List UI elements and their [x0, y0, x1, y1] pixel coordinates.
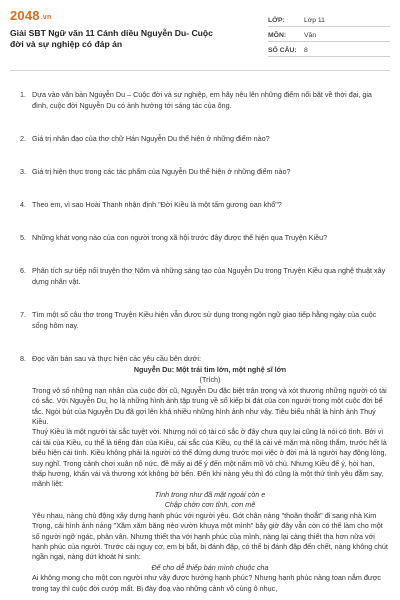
meta-row-grade	[268, 14, 390, 27]
passage-verse: Chập chờn cơn tỉnh, cơn mê	[164, 500, 256, 510]
passage-source: (Trích)	[199, 375, 221, 385]
question-number: 6.	[20, 266, 26, 275]
meta-box	[268, 14, 390, 59]
passage-title: Nguyễn Du: Một trái tim lớn, một nghệ sĩ lớn	[133, 365, 287, 374]
meta-value: 8	[304, 46, 308, 54]
question-item	[10, 353, 388, 364]
meta-row-subject	[268, 29, 390, 42]
question-item	[10, 199, 388, 210]
question-item	[10, 265, 388, 287]
document-title: Giải SBT Ngữ văn 11 Cánh diều Nguyễn Du- Cuộc đời và sự nghiệp có đáp án	[10, 28, 213, 49]
question-item	[10, 309, 388, 331]
question-number: 8.	[20, 354, 26, 363]
question-number: 5.	[20, 233, 26, 242]
question-number: 4.	[20, 200, 26, 209]
question-number: 7.	[20, 310, 26, 319]
question-text: Phân tích sự tiếp nối truyện thơ Nôm và những sáng tạo của Nguyễn Du trong Truyện Kiều qua nghệ thuật xây dựng nhân vật.	[32, 266, 386, 286]
meta-row-count	[268, 44, 390, 57]
question-list	[0, 89, 400, 594]
passage-paragraph: Thuý Kiều là một người tài sắc tuyệt vời. Nhưng nói có tài có sắc ở đây chưa quy lại cũng là nói có tình. Bởi vì cái tài của Kiều, cụ thể là tiếng đàn của Kiều, cái sắc của Kiều, cụ thể là cái vẻ mặn mà nồng thắm, trước hết là biểu hiện cái tình. Kiều không phải là người có thể đứng dưng trước mọi việc ở đời mà là người hay động lòng, suy nghĩ. Trong cảnh chơi xuân nô nức, đề mấy ai để ý đến một nấm mồ vô chủ. Nhưng Kiều để ý, hỏi han, thấp hương, khấn vái và thương xót không bờ bến. Đến khi nàng yêu thì đó cũng là một thứ tình yêu đằm say, mãnh liệt:	[32, 427, 387, 489]
question-item	[10, 166, 388, 177]
question-item	[10, 89, 388, 111]
question-number: 1.	[20, 90, 26, 99]
reading-passage	[10, 365, 388, 594]
logo-suffix: .vn	[40, 14, 52, 21]
document-header	[0, 0, 400, 62]
passage-verse: Để cho dễ thiếp bán mình chuộc cha	[151, 562, 269, 572]
meta-label: LỚP:	[268, 16, 285, 24]
question-text: Dựa vào văn bản Nguyễn Du – Cuộc đời và sự nghiệp, em hãy nêu lên những điểm nổi bật về thời đại, gia đình, cuộc đời Nguyễn Du có ảnh hưởng tới sáng tác của ông.	[32, 90, 372, 110]
question-text: Giá trị nhân đạo của thơ chữ Hán Nguyễn Du thể hiện ở những điểm nào?	[32, 134, 270, 143]
passage-paragraph: Yêu nhau, nàng chủ động xây dựng hạnh phúc với người yêu. Gót chân nàng "thoăn thoắt" đi sang nhà Kim Trọng, cái hình ảnh nàng "Xăm xăm băng nẻo vườn khuya một mình" bây giờ đây vẫn còn có thể làm cho một số người ngỡ ngác, phân vân. Nhưng thiết tha với hạnh phúc của mình, nàng lại càng thiết tha hơn nữa với hạnh phúc của người. Trước cái nguy cơ, em bị bắt, bị đánh đập, có thể bị đánh đập đến chết, nàng không chút ngần ngại, nàng dứt khoát hi sinh:	[32, 510, 388, 562]
question-item	[10, 232, 388, 243]
passage-paragraph: Trong vô số những nạn nhân của cuộc đời cũ, Nguyễn Du đặc biệt trân trọng và xót thương những người có tài có sắc. Với Nguyễn Du, họ là những hình ảnh tập trung về số kiếp bi đát của con người trong một cuộc đời bế tắc. Ngòi bút của Nguyễn Du đã gợi lên khá nhiều những hình ảnh như vậy. Tiêu biểu nhất là hình ảnh Thuý Kiều.	[32, 385, 387, 427]
question-text: Những khát vọng nào của con người trong xã hội trước đây được thể hiện qua Truyện Kiều?	[32, 233, 328, 242]
header-divider	[10, 70, 390, 71]
question-text: Giá trị hiện thực trong các tác phẩm của Nguyễn Du thể hiện ở những điểm nào?	[32, 167, 291, 176]
meta-value: Lớp 11	[304, 16, 325, 24]
meta-label: SỐ CÂU:	[268, 46, 297, 54]
question-number: 3.	[20, 167, 26, 176]
passage-verse: Tình trong như đã mặt ngoài còn e	[154, 489, 266, 499]
question-item	[10, 133, 388, 144]
meta-value: Văn	[304, 31, 317, 39]
question-text: Theo em, vì sao Hoài Thanh nhận định "Đời Kiều là một tấm gương oan khổ"?	[32, 200, 282, 209]
question-text: Tìm một số câu thơ trong Truyện Kiều hiện vẫn được sử dụng trong ngôn ngữ giao tiếp hằng ngày của cuộc sống hôm nay.	[32, 310, 377, 330]
question-text: Đọc văn bản sau và thực hiện các yêu cầu bên dưới:	[32, 354, 201, 363]
passage-paragraph: Ai không mong cho một con người như vậy được hưởng hạnh phúc? Nhưng hạnh phúc nàng toan nắm được trong tay thì cuộc đời cướp mất. Bị đày đoạ vào những cảnh vô cùng ô nhục,	[32, 573, 382, 593]
meta-label: MÔN:	[268, 31, 287, 39]
question-number: 2.	[20, 134, 26, 143]
logo-main: 2048	[10, 8, 40, 23]
